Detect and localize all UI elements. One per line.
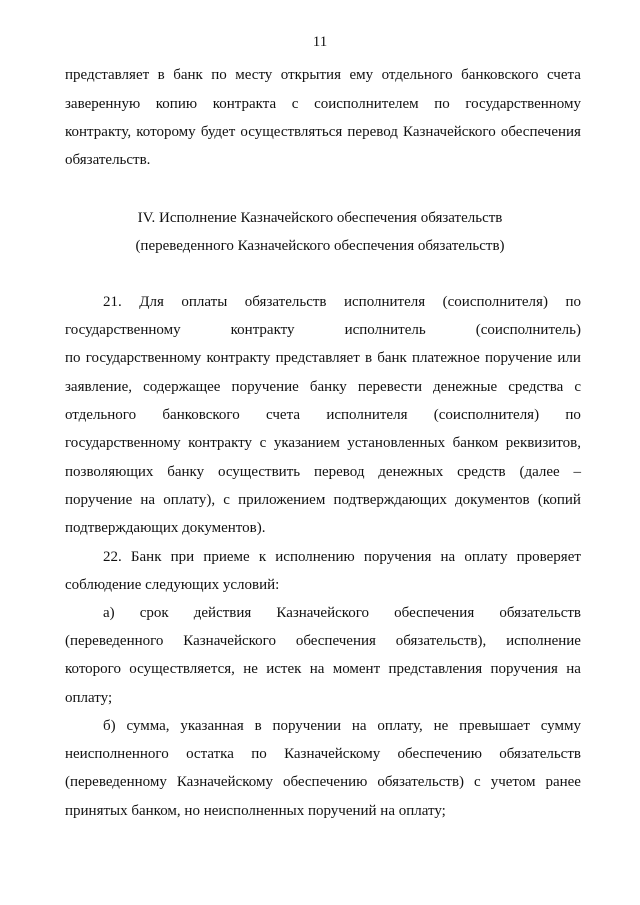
p21-lines-line: поручение на оплату), с приложением подтверждающих документов (копий bbox=[65, 492, 581, 508]
pa-lines-line: (переведенного Казначейского обеспечения обязательств), исполнение bbox=[65, 633, 581, 649]
p21-lines-line: заявление, содержащее поручение банку перевести денежные средства с bbox=[65, 379, 581, 395]
pb-lines-line: принятых банком, но неисполненных поручений на оплату; bbox=[65, 803, 446, 819]
p21-lines-line: подтверждающих документов). bbox=[65, 520, 266, 536]
section-heading-subtitle: (переведенного Казначейского обеспечения обязательств) bbox=[135, 238, 505, 254]
pa-lines-line: оплату; bbox=[65, 690, 113, 706]
pb-lines-line: неисполненного остатка по Казначейскому обеспечению обязательств bbox=[65, 746, 581, 762]
p21-lines-line: государственному контракту с указанием установленных банком реквизитов, bbox=[65, 435, 581, 451]
p21-lines-line: 21. Для оплаты обязательств исполнителя (соисполнителя) по bbox=[103, 294, 581, 310]
pa-lines-line: которого осуществляется, не истек на момент представления поручения на bbox=[65, 661, 581, 677]
p21-lines-line: государственному контракту исполнитель (соисполнитель) bbox=[65, 322, 581, 338]
p21-lines-line: отдельного банковского счета исполнителя (соисполнителя) по bbox=[65, 407, 581, 423]
p22-lines-line: соблюдение следующих условий: bbox=[65, 577, 280, 593]
pb-lines-line: б) сумма, указанная в поручении на оплату, не превышает сумму bbox=[103, 718, 581, 734]
pb-lines-line: (переведенному Казначейскому обеспечению обязательств) с учетом ранее bbox=[65, 774, 581, 790]
section-heading-title: IV. Исполнение Казначейского обеспечения обязательств bbox=[137, 210, 503, 226]
intro-lines-line: контракту, которому будет осуществляться перевод Казначейского обеспечения bbox=[65, 124, 581, 140]
page-number: 11 bbox=[312, 34, 328, 50]
intro-lines-line: обязательств. bbox=[65, 152, 151, 168]
intro-lines-line: заверенную копию контракта с соисполнителем по государственному bbox=[65, 96, 581, 112]
p22-lines-line: 22. Банк при приеме к исполнению поручения на оплату проверяет bbox=[103, 549, 581, 565]
p21-lines-line: позволяющих банку осуществить перевод денежных средств (далее – bbox=[65, 464, 581, 480]
pa-lines-line: а) срок действия Казначейского обеспечения обязательств bbox=[103, 605, 581, 621]
intro-lines-line: представляет в банк по месту открытия ему отдельного банковского счета bbox=[65, 67, 581, 83]
p21-lines-line: по государственному контракту представляет в банк платежное поручение или bbox=[65, 350, 581, 366]
